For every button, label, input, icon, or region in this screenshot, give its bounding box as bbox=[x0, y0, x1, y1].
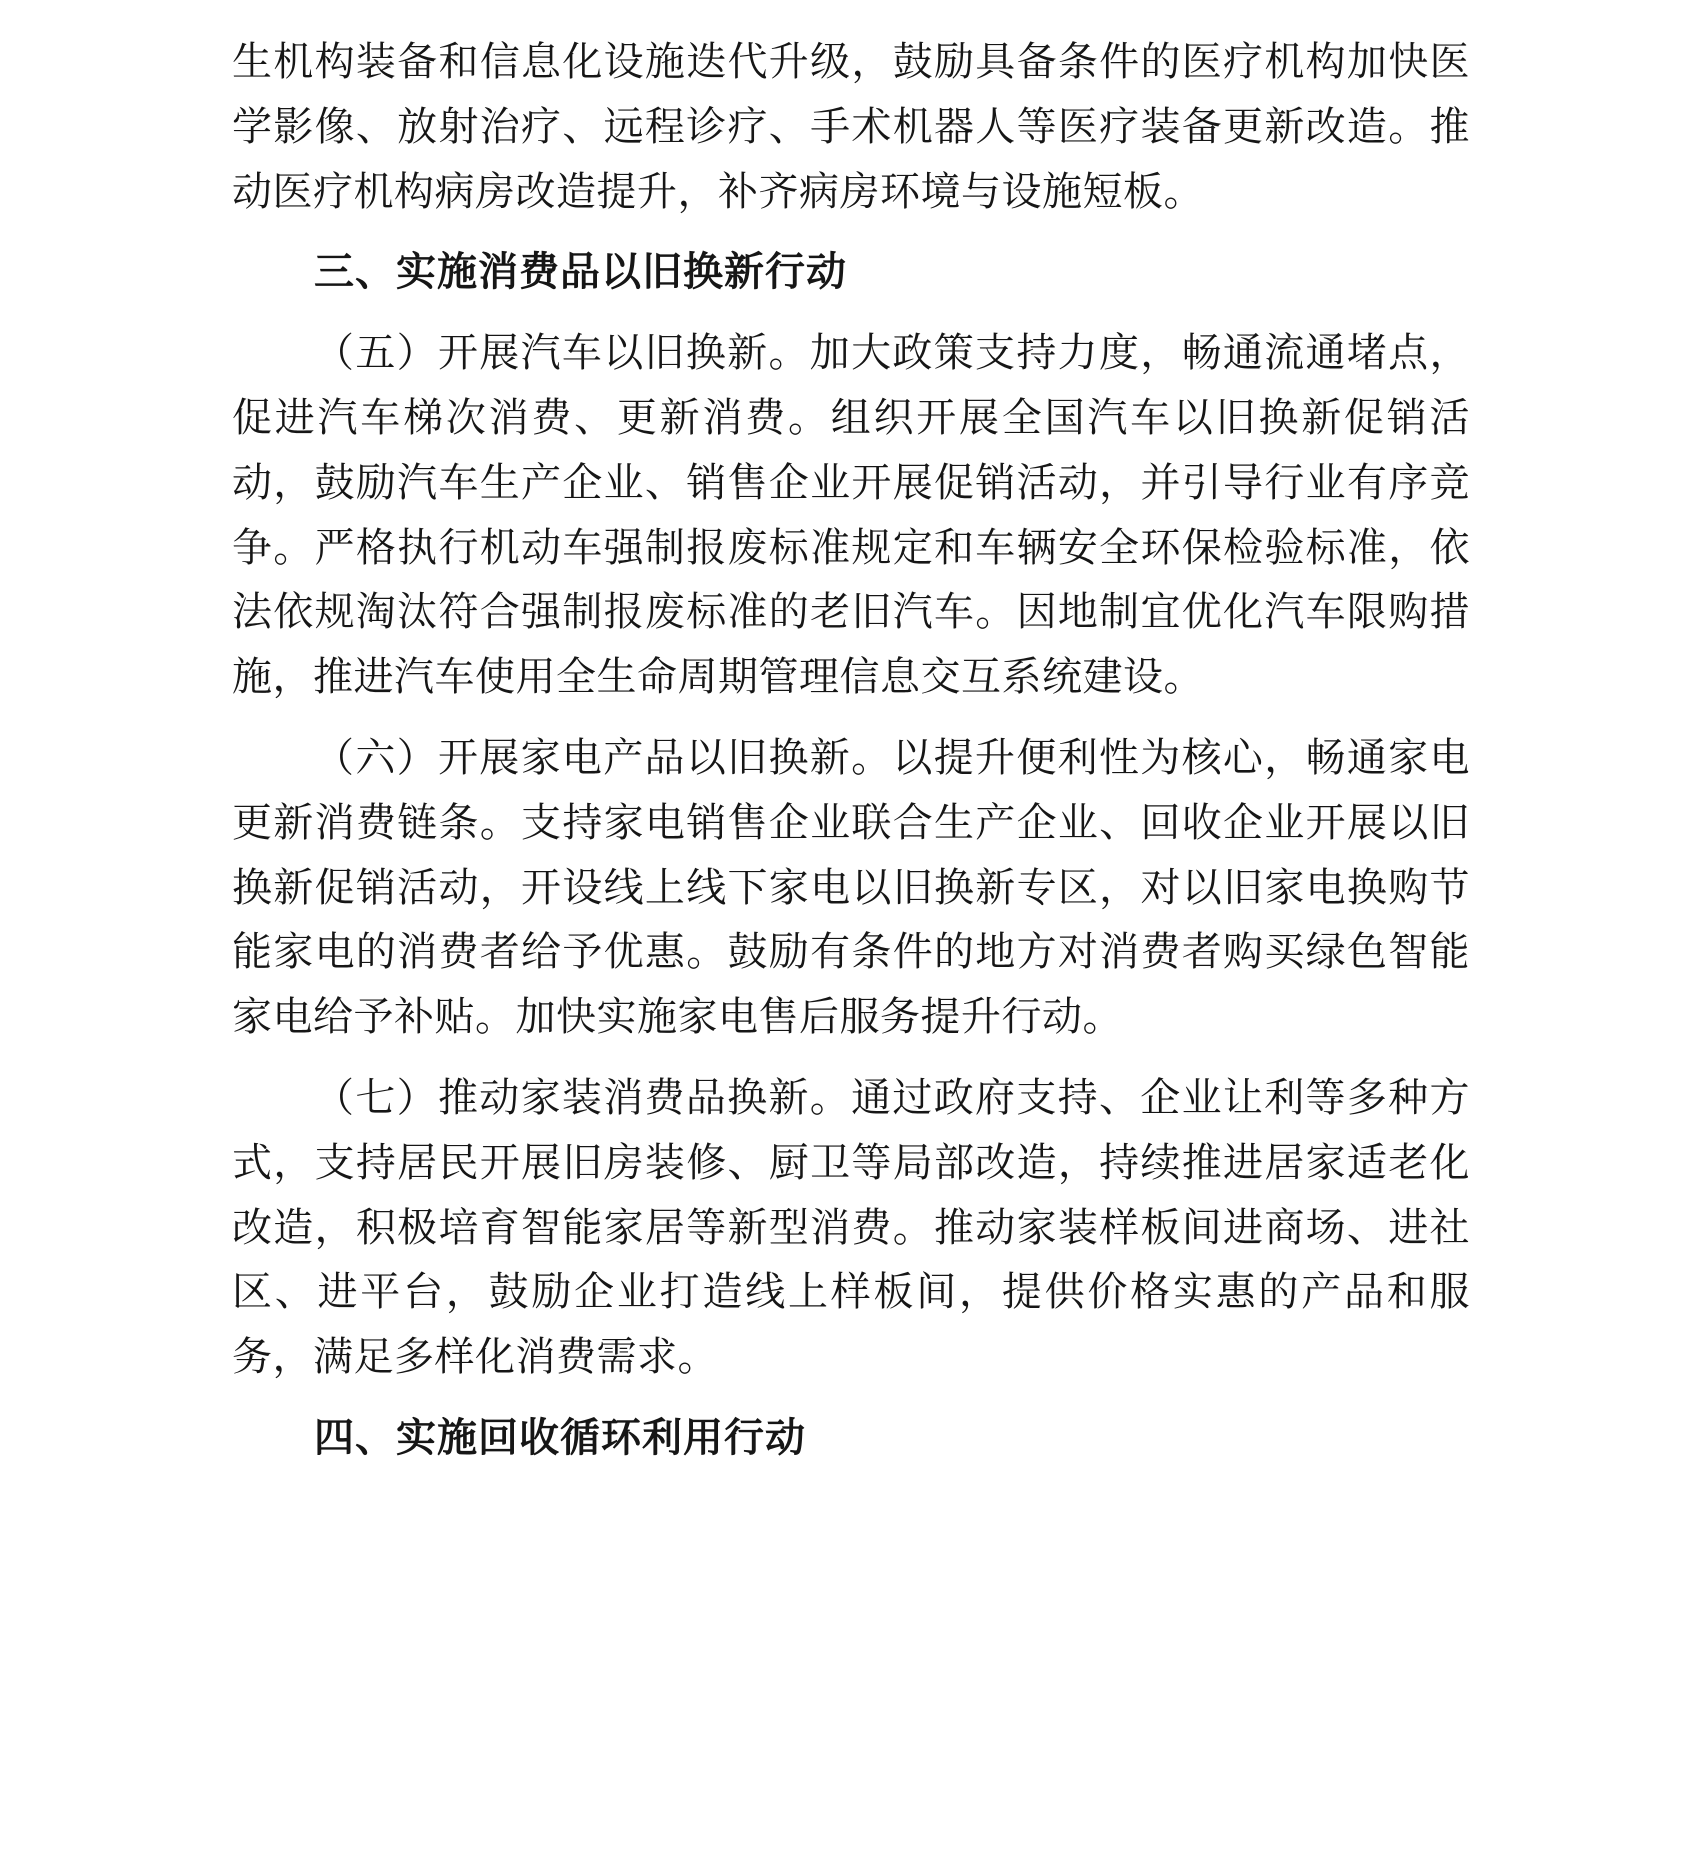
paragraph-item-five-auto-trade-in: （五）开展汽车以旧换新。加大政策支持力度，畅通流通堵点，促进汽车梯次消费、更新消费。组织开展全国汽车以旧换新促销活动，鼓励汽车生产企业、销售企业开展促销活动，并引导行业有序竞争。严格执行机动车强制报废标准规定和车辆安全环保检验标准，依法依规淘汰符合强制报废标准的老旧汽车。因地制宜优化汽车限购措施，推进汽车使用全生命周期管理信息交互系统建设。 bbox=[232, 330, 1470, 701]
paragraph-item-seven-home-decoration-renewal: （七）推动家装消费品换新。通过政府支持、企业让利等多种方式，支持居民开展旧房装修、厨卫等局部改造，持续推进居家适老化改造，积极培育智能家居等新型消费。推动家装样板间进商场、进社区、进平台，鼓励企业打造线上样板间，提供价格实惠的产品和服务，满足多样化消费需求。 bbox=[232, 1074, 1470, 1381]
heading-section-three: 三、实施消费品以旧换新行动 bbox=[314, 248, 847, 296]
document-body bbox=[232, 30, 1470, 1471]
heading-section-four: 四、实施回收循环利用行动 bbox=[314, 1413, 806, 1461]
paragraph-item-six-home-appliance-trade-in: （六）开展家电产品以旧换新。以提升便利性为核心，畅通家电更新消费链条。支持家电销售企业联合生产企业、回收企业开展以旧换新促销活动，开设线上线下家电以旧换新专区，对以旧家电换购节能家电的消费者给予优惠。鼓励有条件的地方对消费者购买绿色智能家电给予补贴。加快实施家电售后服务提升行动。 bbox=[232, 734, 1470, 1041]
paragraph-medical-equipment-continued: 生机构装备和信息化设施迭代升级，鼓励具备条件的医疗机构加快医学影像、放射治疗、远程诊疗、手术机器人等医疗装备更新改造。推动医疗机构病房改造提升，补齐病房环境与设施短板。 bbox=[232, 39, 1470, 215]
